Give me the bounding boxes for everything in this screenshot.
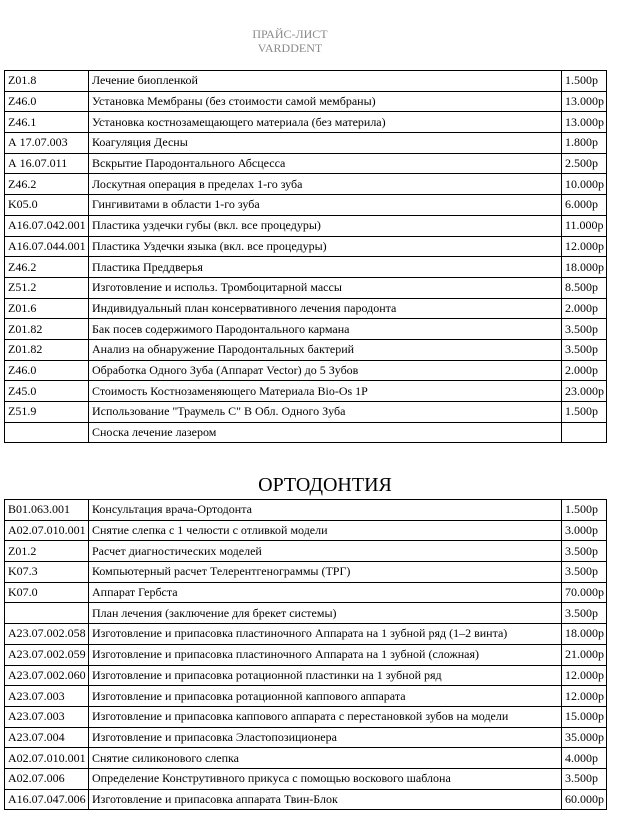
service-name: Снятие силиконового слепка	[89, 748, 562, 769]
table-row	[5, 582, 607, 603]
service-code: Z46.2	[5, 174, 89, 195]
table-row	[5, 624, 607, 645]
table-row	[5, 665, 607, 686]
service-code	[5, 422, 89, 443]
service-name: Бак посев содержимого Пародонтального кармана	[89, 319, 562, 340]
service-price: 3.500р	[562, 562, 607, 583]
table-row	[5, 422, 607, 443]
service-code: A02.07.010.001	[5, 520, 89, 541]
service-name: Снятие слепка с 1 челюсти с отливкой модели	[89, 520, 562, 541]
service-price: 12.000р	[562, 686, 607, 707]
table-row	[5, 686, 607, 707]
table-row	[5, 236, 607, 257]
table-row	[5, 562, 607, 583]
service-code: А 17.07.003	[5, 133, 89, 154]
service-name: Лечение биопленкой	[89, 71, 562, 92]
table-row	[5, 339, 607, 360]
table-row	[5, 402, 607, 423]
service-price: 4.000р	[562, 748, 607, 769]
table-row	[5, 71, 607, 92]
service-code: А 16.07.011	[5, 153, 89, 174]
service-price: 18.000р	[562, 257, 607, 278]
service-price: 70.000р	[562, 582, 607, 603]
service-price: 3.500р	[562, 319, 607, 340]
table-row	[5, 195, 607, 216]
table-row	[5, 644, 607, 665]
service-name: Изготовление и использ. Тромбоцитарной массы	[89, 277, 562, 298]
orthodontics-price-table	[4, 499, 607, 810]
table-row	[5, 277, 607, 298]
service-code: B01.063.001	[5, 500, 89, 521]
service-code: A23.07.003	[5, 706, 89, 727]
service-code: A16.07.042.001	[5, 215, 89, 236]
table-row	[5, 257, 607, 278]
service-code: A02.07.010.001	[5, 748, 89, 769]
service-name: Лоскутная операция в пределах 1-го зуба	[89, 174, 562, 195]
service-code: A23.07.004	[5, 727, 89, 748]
table-row	[5, 91, 607, 112]
service-name: Определение Конструтивного прикуса с помощью воскового шаблона	[89, 768, 562, 789]
service-price: 6.000р	[562, 195, 607, 216]
service-price: 1.500р	[562, 500, 607, 521]
service-code: Z46.0	[5, 91, 89, 112]
table-row	[5, 174, 607, 195]
table-row	[5, 153, 607, 174]
service-price: 3.000р	[562, 520, 607, 541]
service-name: Установка костнозамещающего материала (без материла)	[89, 112, 562, 133]
price-list-title: ПРАЙС-ЛИСТ	[252, 27, 328, 41]
service-price: 23.000р	[562, 381, 607, 402]
service-price: 1.500р	[562, 71, 607, 92]
service-name: Использование "Траумель С" В Обл. Одного Зуба	[89, 402, 562, 423]
service-name: Изготовление и припасовка пластиночного Аппарата на 1 зубной (сложная)	[89, 644, 562, 665]
service-code: Z01.82	[5, 319, 89, 340]
service-price: 8.500р	[562, 277, 607, 298]
service-code: Z51.9	[5, 402, 89, 423]
service-code: Z01.6	[5, 298, 89, 319]
table-row	[5, 541, 607, 562]
service-name: Коагуляция Десны	[89, 133, 562, 154]
service-name: Сноска лечение лазером	[89, 422, 562, 443]
service-code: A16.07.047.006	[5, 789, 89, 810]
service-name: Стоимость Костнозаменяющего Материала Bio-Os 1P	[89, 381, 562, 402]
service-code	[5, 603, 89, 624]
service-price: 3.500р	[562, 768, 607, 789]
service-price: 3.500р	[562, 339, 607, 360]
service-price: 12.000р	[562, 236, 607, 257]
service-name: Изготовление и припасовка пластиночного Аппарата на 1 зубной ряд (1–2 винта)	[89, 624, 562, 645]
service-code: Z01.82	[5, 339, 89, 360]
service-price: 3.500р	[562, 541, 607, 562]
service-price: 35.000р	[562, 727, 607, 748]
table-row	[5, 603, 607, 624]
service-code: K07.3	[5, 562, 89, 583]
service-name: Анализ на обнаружение Пародонтальных бактерий	[89, 339, 562, 360]
table-row	[5, 215, 607, 236]
service-name: Обработка Одного Зуба (Аппарат Vector) до 5 Зубов	[89, 360, 562, 381]
service-code: Z51.2	[5, 277, 89, 298]
service-name: Компьютерный расчет Телерентгенограммы (ТРГ)	[89, 562, 562, 583]
service-name: Изготовление и припасовка Эластопозиционера	[89, 727, 562, 748]
table-row	[5, 768, 607, 789]
service-code: Z01.8	[5, 71, 89, 92]
service-price: 10.000р	[562, 174, 607, 195]
table-row	[5, 360, 607, 381]
service-name: План лечения (заключение для брекет системы)	[89, 603, 562, 624]
service-name: Изготовление и припасовка аппарата Твин-Блок	[89, 789, 562, 810]
service-name: Пластика Уздечки языка (вкл. все процедуры)	[89, 236, 562, 257]
service-price	[562, 422, 607, 443]
service-name: Расчет диагностических моделей	[89, 541, 562, 562]
service-code: K07.0	[5, 582, 89, 603]
service-name: Индивидуальный план консервативного лечения пародонта	[89, 298, 562, 319]
service-price: 2.500р	[562, 153, 607, 174]
service-code: A23.07.003	[5, 686, 89, 707]
service-name: Установка Мембраны (без стоимости самой мембраны)	[89, 91, 562, 112]
service-code: Z46.0	[5, 360, 89, 381]
service-price: 21.000р	[562, 644, 607, 665]
service-code: Z46.1	[5, 112, 89, 133]
service-price: 13.000р	[562, 91, 607, 112]
table-row	[5, 727, 607, 748]
service-price: 15.000р	[562, 706, 607, 727]
service-name: Пластика Преддверья	[89, 257, 562, 278]
table-row	[5, 298, 607, 319]
table-row	[5, 381, 607, 402]
table-row	[5, 789, 607, 810]
table-row	[5, 520, 607, 541]
service-price: 2.000р	[562, 298, 607, 319]
service-price: 60.000р	[562, 789, 607, 810]
periodontics-price-table	[4, 70, 607, 443]
service-name: Гингивитами в области 1-го зуба	[89, 195, 562, 216]
service-price: 1.500р	[562, 402, 607, 423]
service-price: 18.000р	[562, 624, 607, 645]
service-name: Аппарат Гербста	[89, 582, 562, 603]
table-row	[5, 706, 607, 727]
table-row	[5, 500, 607, 521]
service-price: 13.000р	[562, 112, 607, 133]
orthodontics-section-title: ОРТОДОНТИЯ	[258, 474, 392, 496]
service-code: A16.07.044.001	[5, 236, 89, 257]
service-code: A23.07.002.058	[5, 624, 89, 645]
table-row	[5, 319, 607, 340]
service-code: A02.07.006	[5, 768, 89, 789]
service-name: Консультация врача-Ортодонта	[89, 500, 562, 521]
table-row	[5, 133, 607, 154]
service-name: Изготовление и припасовка ротационной пластинки на 1 зубной ряд	[89, 665, 562, 686]
service-price: 12.000р	[562, 665, 607, 686]
service-price: 3.500р	[562, 603, 607, 624]
service-code: K05.0	[5, 195, 89, 216]
service-name: Изготовление и припасовка каппового аппарата с перестановкой зубов на модели	[89, 706, 562, 727]
service-name: Изготовление и припасовка ротационной каппового аппарата	[89, 686, 562, 707]
service-code: Z01.2	[5, 541, 89, 562]
table-row	[5, 112, 607, 133]
service-name: Вскрытие Пародонтального Абсцесса	[89, 153, 562, 174]
service-code: A23.07.002.060	[5, 665, 89, 686]
service-price: 2.000р	[562, 360, 607, 381]
service-price: 1.800р	[562, 133, 607, 154]
service-price: 11.000р	[562, 215, 607, 236]
service-code: A23.07.002.059	[5, 644, 89, 665]
clinic-name: VARDDENT	[257, 41, 323, 55]
table-row	[5, 748, 607, 769]
service-name: Пластика уздечки губы (вкл. все процедуры)	[89, 215, 562, 236]
service-code: Z45.0	[5, 381, 89, 402]
service-code: Z46.2	[5, 257, 89, 278]
